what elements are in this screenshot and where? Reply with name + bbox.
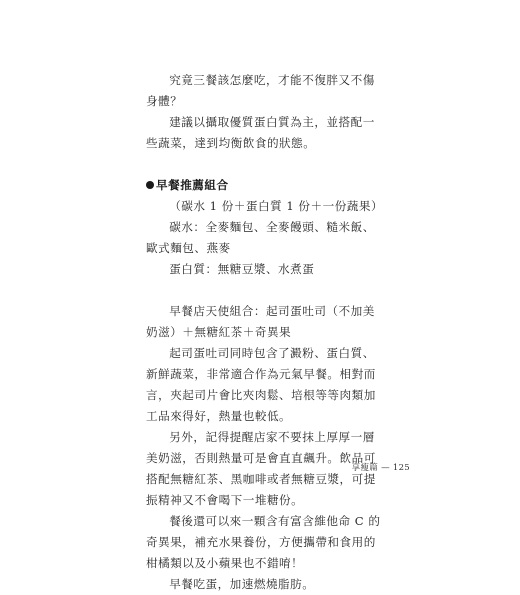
spacer (146, 154, 384, 175)
intro-advice: 建議以攝取優質蛋白質為主，並搭配一些蔬菜，達到均衡飲食的狀態。 (146, 115, 375, 150)
spacer (146, 280, 384, 301)
protein-line: 蛋白質：無糖豆漿、水煮蛋 (169, 262, 315, 276)
page-footer: 享瘦篇 — 125 (351, 463, 410, 473)
paragraph-kiwi: 餐後還可以來一顆含有富含維他命 C 的奇異果，補充水果養份，方便攜帶和食用的柑橘類以及小蘋果也不錯唷！ (146, 514, 381, 570)
paragraph-mayo: 另外，記得提醒店家不要抹上厚厚一層美奶滋，否則熱量可是會直直飆升。飲品可搭配無糖紅茶、黑咖啡或者無糖豆漿，可提振精神又不會喝下一堆糖份。 (146, 430, 376, 507)
section-title: 早餐推薦組合 (156, 178, 229, 192)
paragraph-toast: 起司蛋吐司同時包含了澱粉、蛋白質、新鮮蔬菜，非常適合作為元氣早餐。相對而言，夾起司片會比夾肉鬆、培根等等肉類加工品來得好，熱量也較低。 (146, 346, 376, 423)
section-heading (146, 175, 384, 196)
body-text (146, 70, 384, 595)
formula-line: （碳水 1 份＋蛋白質 1 份＋一份蔬果） (169, 199, 384, 213)
combo-line: 早餐店天使組合：起司蛋吐司（不加美奶滋）＋無糖紅茶＋奇異果 (146, 304, 375, 339)
intro-question: 究竟三餐該怎麼吃，才能不復胖又不傷身體？ (146, 73, 375, 108)
bullet-icon (146, 181, 154, 189)
paragraph-eggs: 早餐吃蛋，加速燃燒脂肪。 (169, 577, 315, 591)
carbs-line: 碳水：全麥麵包、全麥饅頭、糙米飯、歐式麵包、燕麥 (146, 220, 375, 255)
